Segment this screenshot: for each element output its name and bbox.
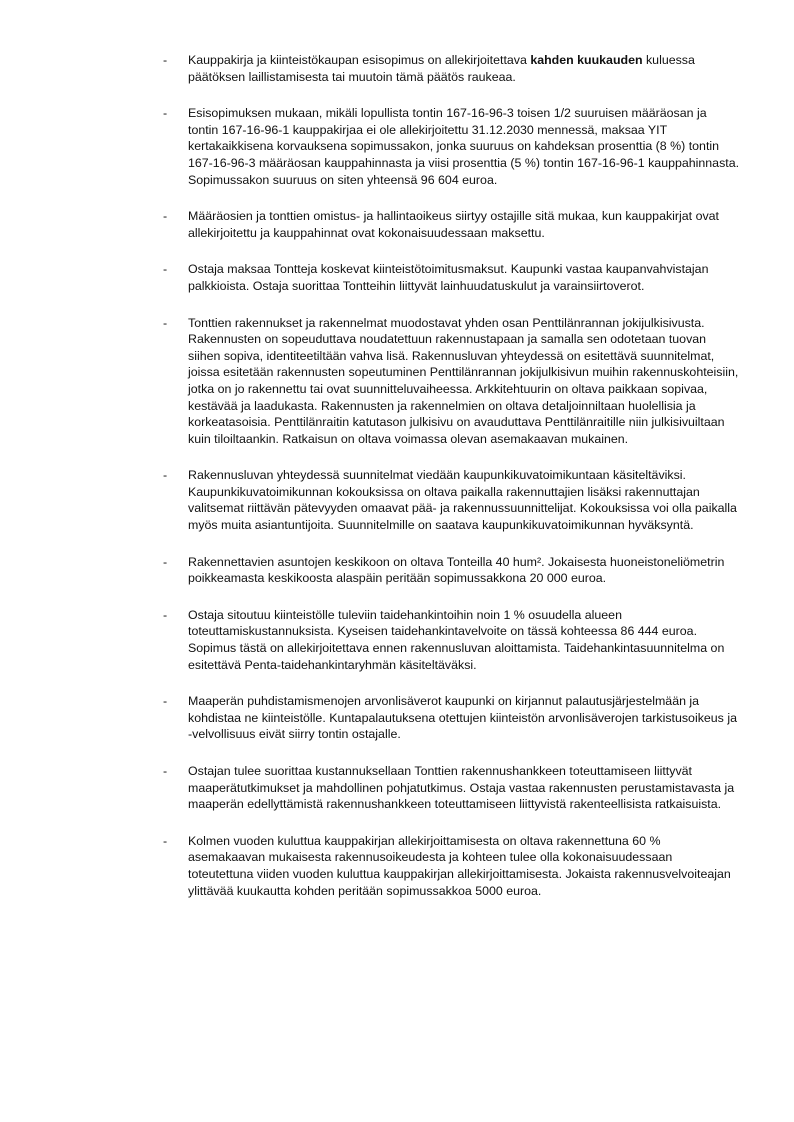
bullet-dash: - (163, 262, 168, 277)
list-item-text: Rakennettavien asuntojen keskikoon on oltava Tonteilla 40 hum². Jokaisesta huoneistoneliömetrin poikkeamasta keskikoosta alaspäin peritään sopimussakkona 20 000 euroa. (188, 554, 725, 586)
list-item (160, 607, 740, 673)
bullet-dash: - (163, 607, 168, 622)
list-item-text: Esisopimuksen mukaan, mikäli lopullista tontin 167-16-96-3 toisen 1/2 suuruisen määräosan ja tontin 167-16-96-1 kauppakirjaa ei ole allekirjoitettu 31.12.2030 mennessä, maksaa YIT kertakaikkisena korvauksena sopimussakon, jonka suuruus on kahdeksan prosenttia (8 %) tontin 167-16-96-3 määräosan kauppahinnasta ja viisi prosenttia (5 %) tontin 167-16-96-1 kauppahinnasta. Sopimussakon suuruus on siten yhteensä 96 604 euroa. (188, 106, 740, 187)
list-item-text: Tonttien rakennukset ja rakennelmat muodostavat yhden osan Penttilänrannan jokijulkisivusta. Rakennusten on sopeuduttava noudatettuun rakennustapaan ja samalla sen odotetaan tuovan siihen sopiva, identiteetiltään vahva lisä. Rakennusluvan yhteydessä on esitettävä suunnitelmat, joissa esitetään rakennusten sopeutuminen Penttilänrannan jokijulkisivun muihin rakennuskohteisiin, jotka on jo rakennettu tai ovat suunnitteluvaiheessa. Arkkitehtuurin on oltava paikkaan sopivaa, kestävää ja laadukasta. Rakennusten ja rakennelmien on oltava detaljoinniltaan huolellisia ja korkeatasoisia. Penttilänraitin katutason julkisivu on avauduttava Penttilänraitille niin julkisivuiltaan kuin tiloiltaankin. Ratkaisun on oltava voimassa olevan asemakaavan mukainen. (188, 315, 739, 446)
list-item (160, 208, 740, 241)
list-item (160, 693, 740, 743)
list-item-text (188, 52, 740, 85)
list-item (160, 554, 740, 587)
emphasized-deadline: kahden kuukauden (530, 53, 643, 67)
list-item-text: Kolmen vuoden kuluttua kauppakirjan allekirjoittamisesta on oltava rakennettuna 60 % asemakaavan mukaisesta rakennusoikeudesta ja kohteen tulee olla kokonaisuudessaan toteutettuna viiden vuoden kuluttua kauppakirjan allekirjoittamisesta. Jokaista rakennusvelvoiteajan ylittävää kuukautta kohden peritään sopimussakkoa 5000 euroa. (188, 833, 731, 898)
list-item-text: Ostaja sitoutuu kiinteistölle tuleviin taidehankintoihin noin 1 % osuudella alueen toteuttamiskustannuksista. Kyseisen taidehankintavelvoite on tässä kohteessa 86 444 euroa. Sopimus tästä on allekirjoitettava ennen rakennusluvan aloittamista. Taidehankintasuunnitelma on esitettävä Penta-taidehankintaryhmän käsiteltäväksi. (188, 607, 725, 672)
condition-list (160, 52, 740, 919)
list-item-text: Rakennusluvan yhteydessä suunnitelmat viedään kaupunkikuvatoimikuntaan käsiteltäviksi. Kaupunkikuvatoimikunnan kokouksissa on oltava paikalla rakennuttajien lisäksi rakennuttajan valitsemat riittävän pätevyyden omaavat pää- ja rakennussuunnittelijat. Kokouksissa voi olla paikalla myös muita asiantuntijoita. Suunnitelmille on saatava kaupunkikuvatoimikunnan hyväksyntä. (188, 468, 737, 533)
list-item-text-end: kuluessa päätöksen laillistamisesta tai muutoin tämä päätös raukeaa. (188, 53, 695, 84)
bullet-dash: - (163, 106, 168, 121)
bullet-dash: - (163, 694, 168, 709)
bullet-dash: - (163, 554, 168, 569)
list-item (160, 315, 740, 448)
list-item-text-start: Kauppakirja ja kiinteistökaupan esisopimus on allekirjoitettava (188, 53, 531, 67)
bullet-dash: - (163, 209, 168, 224)
list-item-text: Määräosien ja tonttien omistus- ja hallintaoikeus siirtyy ostajille sitä mukaa, kun kauppakirjat ovat allekirjoitettu ja kauppahinnat ovat kokonaisuudessaan maksettu. (188, 209, 719, 240)
bullet-dash: - (163, 53, 168, 67)
list-item (160, 105, 740, 188)
bullet-dash: - (163, 764, 168, 778)
bullet-dash: - (163, 468, 168, 483)
list-item (160, 833, 740, 899)
bullet-dash: - (163, 315, 168, 330)
list-item-text: Ostaja maksaa Tontteja koskevat kiinteistötoimitusmaksut. Kaupunki vastaa kaupanvahvistajan palkkioista. Ostaja suorittaa Tontteihin liittyvät lainhuudatuskulut ja varainsiirtoverot. (188, 262, 709, 293)
list-item-text: Ostajan tulee suorittaa kustannuksellaan Tonttien rakennushankkeen toteuttamiseen liittyvät maaperätutkimukset ja mahdollinen pohjatutkimus. Ostaja vastaa rakennusten perustamistavasta ja maaperän edellyttämistä rakennushankkeen toteuttamiseen liittyvistä rakenteellisista ratkaisuista. (188, 764, 735, 812)
list-item (160, 261, 740, 294)
list-item (160, 467, 740, 533)
bullet-dash: - (163, 833, 168, 848)
list-item (160, 763, 740, 813)
list-item (160, 52, 740, 85)
list-item-text: Maaperän puhdistamismenojen arvonlisäverot kaupunki on kirjannut palautusjärjestelmään ja kohdistaa ne kiinteistölle. Kuntapalautuksena otettujen kiinteistön arvonlisäverojen tarkistusoikeus ja -velvollisuus eivät siirry tontin ostajalle. (188, 694, 737, 742)
